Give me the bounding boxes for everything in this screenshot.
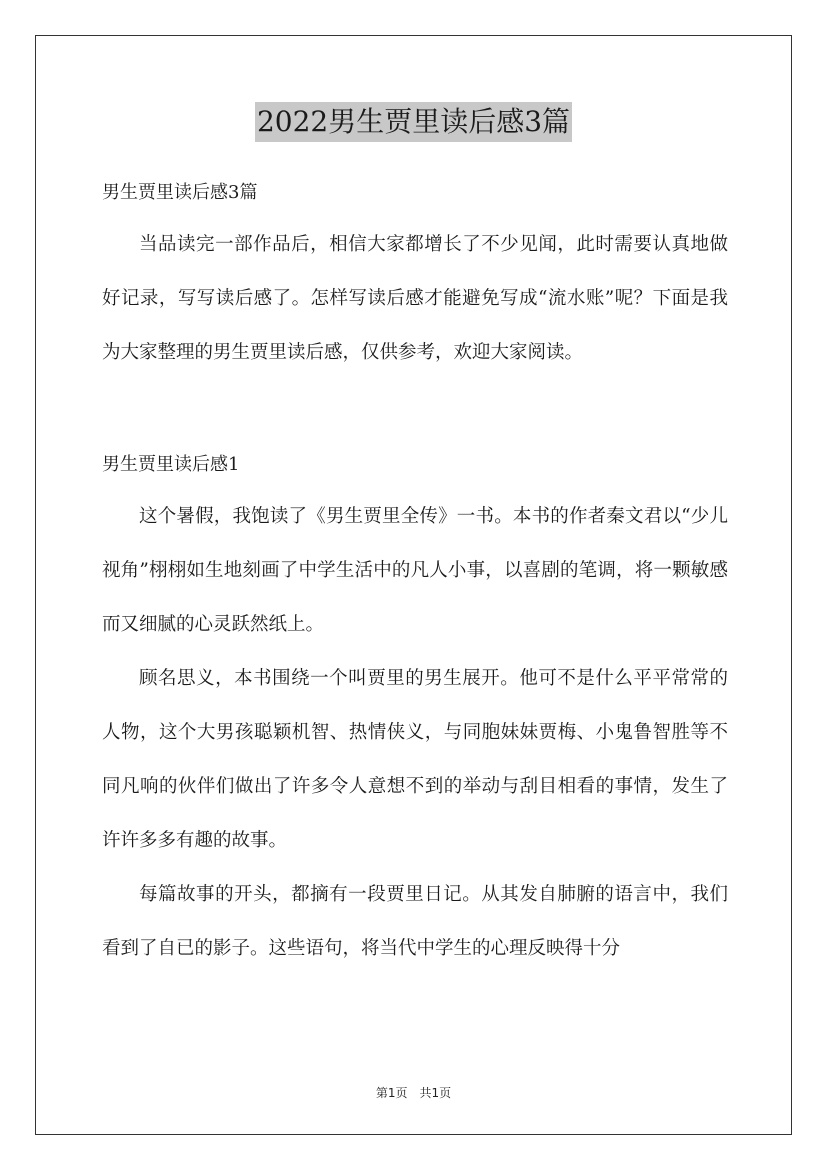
section-spacer (102, 380, 728, 440)
subtitle-heading: 男生贾里读后感3篇 (102, 182, 258, 203)
title-container (0, 102, 827, 142)
document-body (102, 168, 728, 976)
page-footer: 第1页 共1页 (375, 1086, 452, 1100)
intro-paragraph: 当品读完一部作品后，相信大家都增长了不少见闻，此时需要认真地做好记录，写写读后感了。怎样写读后感才能避免写成“流水账”呢？下面是我为大家整理的男生贾里读后感，仅供参考，欢迎大家阅读。 (102, 234, 728, 363)
section1-paragraph-2: 顾名思义，本书围绕一个叫贾里的男生展开。他可不是什么平平常常的人物，这个大男孩聪颖机智、热情侠义，与同胞妹妹贾梅、小鬼鲁智胜等不同凡响的伙伴们做出了许多令人意想不到的举动与刮目相看的事情，发生了许许多多有趣的故事。 (102, 668, 728, 851)
section1-paragraph-3: 每篇故事的开头，都摘有一段贾里日记。从其发自肺腑的语言中，我们看到了自已的影子。这些语句，将当代中学生的心理反映得十分 (102, 884, 728, 959)
document-title: 2022男生贾里读后感3篇 (255, 102, 572, 142)
section-heading-1: 男生贾里读后感1 (102, 454, 240, 475)
section1-paragraph-1: 这个暑假，我饱读了《男生贾里全传》一书。本书的作者秦文君以“少儿视角”栩栩如生地刻画了中学生活中的凡人小事，以喜剧的笔调，将一颗敏感而又细腻的心灵跃然纸上。 (102, 506, 728, 635)
